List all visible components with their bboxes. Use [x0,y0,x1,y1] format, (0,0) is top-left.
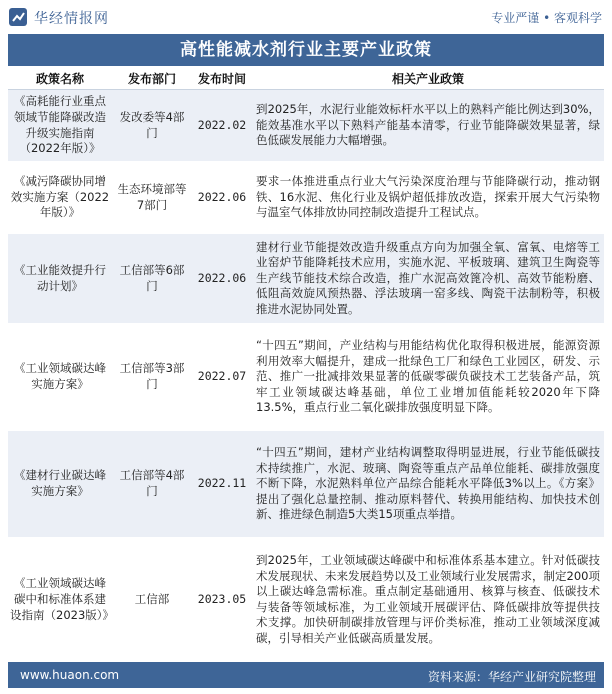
footer-source: 资料来源：华经产业研究院整理 [427,670,596,684]
footer-url: www.huaon.com [20,668,120,682]
policy-dept: 工信部等6部门 [112,234,192,324]
policy-dept: 生态环境部等7部门 [112,162,192,234]
policy-name: 《工业领域碳达峰实施方案》 [8,324,112,431]
policy-date: 2022.06 [192,162,252,234]
policy-date: 2022.02 [192,90,252,162]
policy-content: 到2025年，水泥行业能效标杆水平以上的熟料产能比例达到30%，能效基准水平以下熟料产能基本清零，行业节能降碳效果显著，绿色低碳发展能力大幅增强。 [252,90,604,162]
policy-dept: 工信部等3部门 [112,324,192,431]
table-row [8,431,604,538]
policy-content: 建材行业节能提效改造升级重点方向为加强全氧、富氧、电熔等工业窑炉节能降耗技术应用，实施水泥、平板玻璃、建筑卫生陶瓷等生产线节能技术综合改造，推广水泥高效篦冷机、高效节能粉磨、低阻高效旋风预热器、浮法玻璃一窑多线、陶瓷干法制粉等，积极推进水泥协同处置。 [252,234,604,324]
policy-name: 《减污降碳协同增效实施方案（2022年版）》 [8,162,112,234]
policy-date: 2023.05 [192,538,252,662]
policy-content: 要求一体推进重点行业大气污染深度治理与节能降碳行动，推动钢铁、16水泥、焦化行业及锅炉超低排放改造，探索开展大气污染物与温室气体排放协同控制改造提升工程试点。 [252,162,604,234]
table-row [8,538,604,662]
table-row [8,162,604,234]
footer-bar [8,662,604,688]
table-row [8,234,604,324]
policy-name: 《建材行业碳达峰实施方案》 [8,431,112,538]
table-header-row [8,67,604,90]
table-row [8,324,604,431]
brand-name: 华经情报网 [34,11,109,27]
policy-content: “十四五”期间，建材产业结构调整取得明显进展，行业节能低碳技术持续推广，水泥、玻璃、陶瓷等重点产品单位能耗、碳排放强度不断下降，水泥熟料单位产品综合能耗水平降低3%以上。《方案》提出了强化总量控制、推动原料替代、转换用能结构、加快技术创新、推进绿色制造5大类15项重点举措。 [252,431,604,538]
column-header-date: 发布时间 [192,67,252,90]
column-header-dept: 发布部门 [112,67,192,90]
column-header-content: 相关产业政策 [252,67,604,90]
policy-date: 2022.11 [192,431,252,538]
slogan: 专业严谨 • 客观科学 [491,11,602,25]
policy-content: “十四五”期间，产业结构与用能结构优化取得积极进展，能源资源利用效率大幅提升，建成一批绿色工厂和绿色工业园区，研发、示范、推广一批减排效果显著的低碳零碳负碳技术工艺装备产品，筑牢工业领域碳达峰基础，单位工业增加值能耗较2020年下降13.5%，重点行业二氧化碳排放强度明显下降。 [252,324,604,431]
column-header-name: 政策名称 [8,67,112,90]
top-bar [0,0,612,34]
policy-table [8,67,604,662]
policy-dept: 发改委等4部门 [112,90,192,162]
page-title: 高性能减水剂行业主要产业政策 [8,34,604,66]
table-row [8,90,604,162]
policy-dept: 工信部等4部门 [112,431,192,538]
policy-dept: 工信部 [112,538,192,662]
brand-logo-icon [8,7,28,27]
policy-name: 《高耗能行业重点领域节能降碳改造升级实施指南（2022年版）》 [8,90,112,162]
policy-name: 《工业能效提升行动计划》 [8,234,112,324]
policy-date: 2022.07 [192,324,252,431]
policy-content: 到2025年，工业领域碳达峰碳中和标准体系基本建立。针对低碳技术发展现状、未来发展趋势以及工业领域行业发展需求，制定200项以上碳达峰急需标准。重点制定基础通用、核算与核查、低碳技术与装备等领域标准，为工业领域开展碳评估、降低碳排放等提供技术支撑。加快研制碳排放管理与评价类标准，推动工业领域深度减碳，引导相关产业低碳高质量发展。 [252,538,604,662]
policy-name: 《工业领域碳达峰碳中和标准体系建设指南（2023版）》 [8,538,112,662]
policy-date: 2022.06 [192,234,252,324]
